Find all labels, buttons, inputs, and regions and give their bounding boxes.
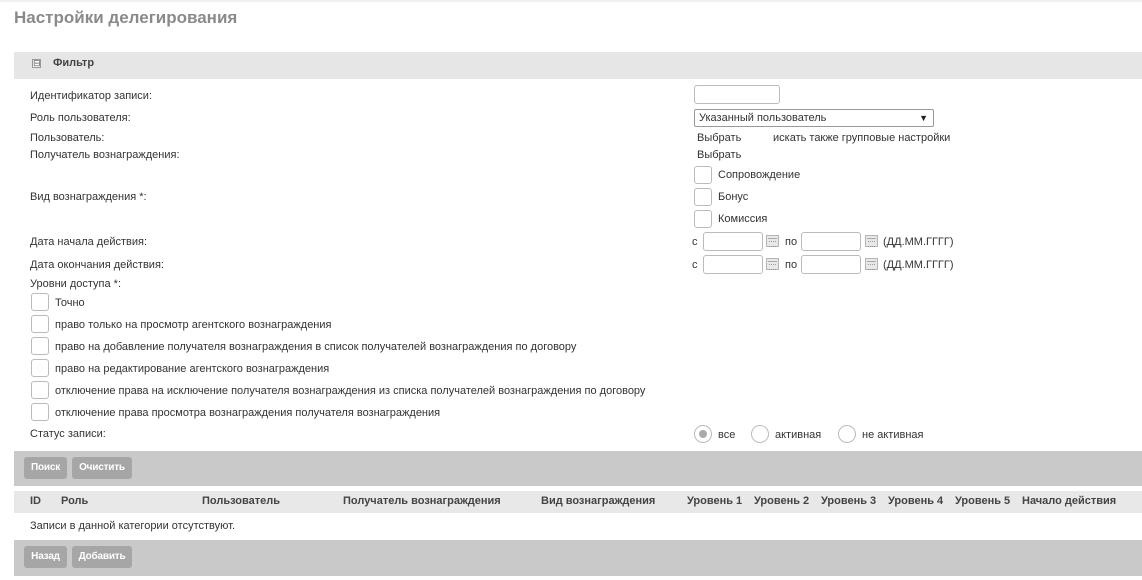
user-role-label: Роль пользователя: [30,112,131,124]
column-header-start-date[interactable]: Начало действия [1022,495,1117,507]
column-header-role[interactable]: Роль [61,495,89,507]
filter-header[interactable] [14,52,1142,79]
calendar-icon[interactable] [865,235,878,247]
end-date-label: Дата окончания действия: [30,259,164,271]
column-header-level-4[interactable]: Уровень 4 [888,495,944,507]
access-level-checkbox[interactable] [31,315,49,333]
end-date-to-label: по [785,259,798,271]
access-level-label: право на добавление получателя вознаграждения в список получателей вознаграждения по договору [55,341,577,353]
column-header-recipient[interactable]: Получатель вознаграждения [343,495,501,507]
access-level-checkbox[interactable] [31,359,49,377]
column-header-user[interactable]: Пользователь [202,495,281,507]
access-level-label: право только на просмотр агентского вознаграждения [55,319,332,331]
column-header-id[interactable]: ID [30,495,41,507]
recipient-select-link[interactable]: Выбрать [697,149,742,161]
reward-type-label: Вид вознаграждения *: [30,191,147,203]
calendar-icon[interactable] [865,258,878,270]
access-level-label: отключение права просмотра вознаграждения получателя вознаграждения [55,407,441,419]
start-date-from-label: с [692,236,698,248]
status-radio-active[interactable] [751,425,769,443]
status-label: Статус записи: [30,428,106,440]
user-select-link[interactable]: Выбрать [697,132,742,144]
column-header-level-3[interactable]: Уровень 3 [821,495,877,507]
end-date-from-input[interactable] [703,255,763,274]
bottom-actions-bar [14,540,1142,576]
back-button[interactable]: Назад [24,546,67,568]
user-role-select[interactable] [694,109,934,127]
clear-button[interactable]: Очистить [72,457,132,479]
reward-type-label-item: Бонус [718,191,749,203]
start-date-label: Дата начала действия: [30,236,148,248]
calendar-icon[interactable] [766,235,779,247]
empty-table-message: Записи в данной категории отсутствуют. [30,520,236,532]
access-level-checkbox[interactable] [31,403,49,421]
user-role-selected: Указанный пользователь [699,112,827,124]
record-id-input[interactable] [694,85,780,104]
column-header-level-5[interactable]: Уровень 5 [955,495,1011,507]
access-level-label: отключение права на исключение получателя вознаграждения из списка получателей вознаграждения по договору [55,385,646,397]
top-divider [0,0,1142,2]
status-option-label: активная [775,429,822,441]
access-level-label: право на редактирование агентского вознаграждения [55,363,330,375]
filter-actions-bar [14,451,1142,486]
reward-type-label-item: Сопровождение [718,169,801,181]
date-format-hint: (ДД.ММ.ГГГГ) [883,259,954,271]
status-radio-all[interactable] [694,425,712,443]
page-title: Настройки делегирования [14,8,238,27]
access-level-checkbox[interactable] [31,381,49,399]
reward-type-checkbox[interactable] [694,210,712,228]
add-button[interactable]: Добавить [72,546,132,568]
search-button[interactable]: Поиск [24,457,67,479]
collapse-icon[interactable]: ⊟ [33,58,41,68]
status-option-label: все [718,429,736,441]
record-id-label: Идентификатор записи: [30,90,152,102]
start-date-to-label: по [785,236,798,248]
start-date-to-input[interactable] [801,232,861,251]
column-header-level-2[interactable]: Уровень 2 [754,495,810,507]
start-date-from-input[interactable] [703,232,763,251]
access-levels-label: Уровни доступа *: [30,278,122,290]
reward-type-checkbox[interactable] [694,166,712,184]
access-level-checkbox[interactable] [31,337,49,355]
filter-title[interactable]: Фильтр [53,57,95,69]
end-date-to-input[interactable] [801,255,861,274]
user-label: Пользователь: [30,132,105,144]
chevron-down-icon: ▼ [919,113,928,123]
calendar-icon[interactable] [766,258,779,270]
reward-type-label-item: Комиссия [718,213,768,225]
recipient-label: Получатель вознаграждения: [30,149,180,161]
date-format-hint: (ДД.ММ.ГГГГ) [883,236,954,248]
end-date-from-label: с [692,259,698,271]
group-settings-option[interactable]: искать также групповые настройки [773,132,951,144]
column-header-reward-type[interactable]: Вид вознаграждения [541,495,656,507]
access-level-label: Точно [55,297,85,309]
reward-type-checkbox[interactable] [694,188,712,206]
status-radio-inactive[interactable] [838,425,856,443]
column-header-level-1[interactable]: Уровень 1 [687,495,743,507]
access-level-checkbox[interactable] [31,293,49,311]
status-option-label: не активная [862,429,924,441]
